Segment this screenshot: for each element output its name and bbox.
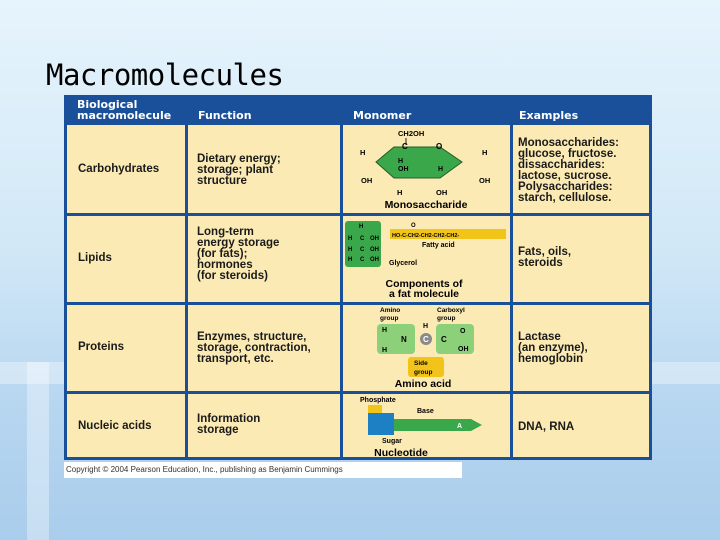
fatty-acid-label: Fatty acid — [422, 242, 455, 249]
nucleotide-diagram — [360, 397, 482, 459]
side-group-label: Side — [414, 360, 428, 367]
text-line: glucose, fructose. — [518, 148, 617, 160]
oh-label: OH — [370, 247, 379, 253]
fatty-acid-chain-label: HO-C-CH2-CH2-CH2-CH2- — [392, 233, 460, 239]
macromolecule-table — [64, 95, 652, 460]
phosphate-label: Phosphate — [360, 397, 396, 404]
row-name-carbohydrates: Carbohydrates — [78, 163, 160, 175]
slide-title: Macromolecules — [46, 58, 284, 92]
text-line: (for fats); — [197, 248, 248, 260]
h-label: H — [482, 148, 488, 157]
h-label: H — [382, 327, 388, 334]
base-letter: A — [457, 423, 463, 430]
oh-label: OH — [398, 166, 409, 173]
monosaccharide-diagram — [360, 129, 490, 211]
h-label: H — [348, 236, 353, 242]
carboxyl-group-label: group — [437, 315, 456, 322]
header-macromolecule: Biological macromolecule — [77, 98, 172, 122]
text-line: Long-term — [197, 226, 254, 238]
text-line: energy storage — [197, 237, 280, 249]
h-label: H — [423, 323, 429, 330]
oh-label: OH — [458, 346, 469, 353]
base-label: Base — [417, 408, 434, 415]
oh-label: OH — [370, 236, 379, 242]
text-line: starch, cellulose. — [518, 192, 612, 204]
text-line: Dietary energy; — [197, 153, 281, 165]
n-label: N — [401, 335, 407, 344]
monomer-caption-amino-acid: Amino acid — [394, 378, 452, 390]
side-group-label: group — [414, 369, 433, 376]
background-bar-vertical — [27, 362, 49, 540]
c-label: C — [360, 257, 365, 263]
o-label: O — [460, 328, 466, 335]
text-line: storage — [197, 424, 239, 436]
h-label: H — [382, 347, 388, 354]
h-label: H — [348, 257, 353, 263]
base-arrow — [394, 419, 482, 431]
oh-label: OH — [479, 176, 491, 185]
text-line: Polysaccharides: — [518, 181, 613, 193]
text-line: hemoglobin — [518, 353, 584, 365]
h-label: H — [397, 188, 403, 197]
monomer-caption-lipid: a fat molecule — [388, 288, 460, 300]
sugar-ring — [376, 147, 462, 178]
text-line: steroids — [518, 257, 563, 269]
monomer-caption-nucleotide: Nucleotide — [374, 447, 428, 459]
text-line: storage; plant — [197, 164, 274, 176]
text-line: lactose, sucrose. — [518, 170, 612, 182]
text-line: Information — [197, 413, 261, 425]
sugar-label: Sugar — [382, 438, 402, 445]
o-label: O — [436, 142, 443, 151]
o-label: O — [411, 223, 416, 229]
carboxyl-group-label: Carboxyl — [437, 307, 465, 314]
text-line: hormones — [197, 259, 253, 271]
text-line: Monosaccharides: — [518, 137, 619, 149]
monomer-caption-monosaccharide: Monosaccharide — [384, 199, 468, 211]
c-label: C — [402, 142, 408, 151]
macromolecule-figure — [64, 95, 652, 479]
phosphate-block — [368, 405, 382, 413]
c-label: C — [441, 335, 447, 344]
amino-acid-diagram — [377, 307, 474, 390]
copyright-notice: Copyright © 2004 Pearson Education, Inc., publishing as Benjamin Cummings — [64, 462, 462, 478]
header-monomer: Monomer — [353, 109, 412, 122]
c-label: C — [423, 335, 429, 344]
c-label: C — [360, 236, 365, 242]
lipid-diagram — [345, 221, 506, 300]
text-line: (an enzyme), — [518, 342, 588, 354]
oh-label: OH — [370, 257, 379, 263]
oh-label: OH — [361, 176, 373, 185]
header-examples: Examples — [519, 109, 579, 122]
glycerol-label: Glycerol — [389, 260, 418, 267]
h-label: H — [398, 158, 404, 165]
row-name-proteins: Proteins — [78, 341, 125, 353]
row-name-nucleic-acids: Nucleic acids — [78, 420, 152, 432]
examples-nucleic-acids: DNA, RNA — [518, 421, 575, 433]
row-name-lipids: Lipids — [78, 252, 112, 264]
header-function: Function — [198, 109, 252, 122]
ch2oh-label: CH2OH — [398, 129, 425, 138]
text-line: Lactase — [518, 331, 561, 343]
text-line: transport, etc. — [197, 353, 274, 365]
text-line: dissaccharides: — [518, 159, 605, 171]
text-line: Enzymes, structure, — [197, 331, 307, 343]
sugar-block — [368, 413, 394, 435]
text-line: structure — [197, 175, 247, 187]
h-label: H — [348, 247, 353, 253]
text-line: Fats, oils, — [518, 246, 572, 258]
text-line: storage, contraction, — [197, 342, 311, 354]
c-label: C — [360, 247, 365, 253]
text-line: (for steroids) — [197, 270, 268, 282]
oh-label: OH — [436, 188, 448, 197]
h-label: H — [359, 224, 364, 230]
monomer-diagrams — [64, 95, 652, 460]
amino-group-label: group — [380, 315, 399, 322]
monomer-caption-lipid: Components of — [385, 278, 463, 290]
h-label: H — [360, 148, 366, 157]
h-label: H — [438, 166, 444, 173]
amino-group-label: Amino — [380, 307, 401, 314]
